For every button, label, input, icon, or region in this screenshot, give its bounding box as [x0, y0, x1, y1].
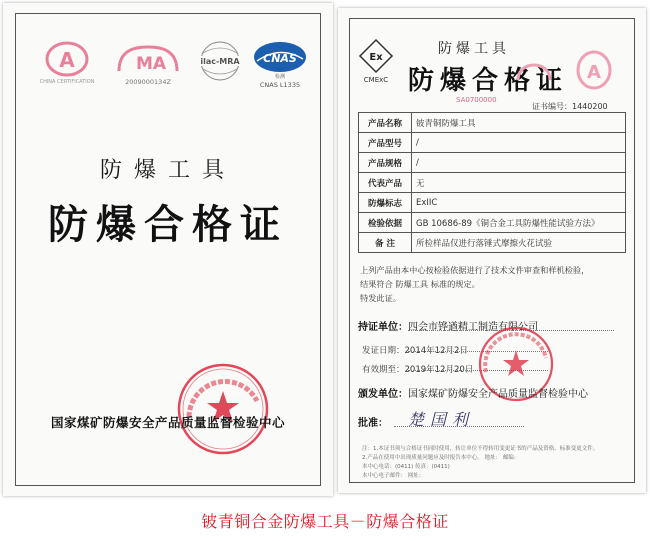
- detail-big-title: 防爆合格证: [408, 66, 569, 96]
- table-row: [359, 193, 626, 213]
- cma-mark-icon: [113, 41, 183, 87]
- issuer-value: 国家煤矿防爆安全产品质量监督检验中心: [408, 389, 588, 400]
- faint-ca-icon: [574, 48, 614, 98]
- table-row: [359, 213, 626, 233]
- row-label: 产品名称: [359, 113, 412, 133]
- conclusion-line: 特发此证。: [360, 293, 401, 303]
- row-label: 产品型号: [359, 133, 412, 153]
- footnote-line: 本中心电话：(0411) 传真：(0411): [362, 464, 450, 470]
- row-value: /: [412, 153, 626, 173]
- cma-number: 2009000134Z: [125, 78, 171, 86]
- footnote-line: 注：1.本证书须与合格证书同时使用，转让单位不得转用变更证书的产品及资格、标准变更文件。: [362, 446, 599, 452]
- footnote-line: 2.产品在使用中出现质量问题应及时报告本中心。 地址： 邮编：: [362, 455, 520, 461]
- signature: 楚国利: [408, 410, 475, 429]
- table-row: [359, 233, 626, 253]
- row-label: 防爆标志: [359, 193, 412, 213]
- ilac-mra-icon: [191, 39, 249, 85]
- issue-date-field: [362, 338, 468, 357]
- cover-small-title: 防爆工具: [99, 158, 236, 183]
- conclusion-line: 结果符合 防爆工具 标准的规定。: [360, 279, 480, 289]
- svg-text:A: A: [587, 62, 601, 83]
- table-row: [359, 133, 626, 153]
- ilac-label: ilac-MRA: [200, 57, 240, 66]
- table-row: [359, 153, 626, 173]
- cnas-number: CNAS L1335: [259, 81, 301, 89]
- ex-mark-icon: [356, 36, 396, 84]
- approval-field: [358, 411, 388, 430]
- row-value: GB 10686-89《铜合金工具防爆性能试验方法》: [412, 213, 626, 233]
- cnas-label: CNAS: [263, 52, 297, 65]
- row-value: 无: [412, 173, 626, 193]
- ca-mark-icon: [37, 39, 97, 85]
- valid-until-field: [362, 357, 473, 376]
- issuer-field: [358, 382, 588, 401]
- row-value: ExIIC: [412, 193, 626, 213]
- certificate-cover-page: [3, 3, 333, 496]
- image-caption: 铍青铜合金防爆工具－防爆合格证: [201, 512, 449, 531]
- svg-text:A: A: [59, 48, 75, 72]
- holder-value: 四会市铧遒精工制造有限公司: [408, 322, 538, 333]
- row-label: 备 注: [359, 233, 412, 253]
- conclusion-line: 上列产品由本中心按检验依据进行了技术文件审查和样机检验，: [360, 265, 590, 275]
- cma-label: MA: [135, 54, 167, 74]
- row-value: 所检样品仅进行落锤式摩擦火花试验: [412, 233, 626, 253]
- approve-label: 批准：: [358, 418, 388, 429]
- product-info-table: [358, 112, 626, 253]
- cnas-icon: [249, 37, 311, 89]
- cert-no-value: 1440200: [572, 102, 608, 111]
- detail-small-title: 防爆工具: [438, 41, 510, 57]
- issuer-label: 颁发单位：: [358, 389, 408, 400]
- table-row: [359, 113, 626, 133]
- stamp-code: SA0700000: [456, 96, 497, 104]
- faint-cma-icon: [514, 50, 554, 90]
- footnote-line: 本中心电子邮件： 网址：: [362, 473, 425, 479]
- cover-issuer: 国家煤矿防爆安全产品质量监督检验中心: [50, 415, 285, 430]
- cnas-sub: 检测: [274, 74, 286, 80]
- ex-label: Ex: [369, 52, 383, 63]
- issue-date-label: 发证日期：: [362, 346, 405, 356]
- cert-no-label: 证书编号：: [532, 102, 572, 111]
- cover-big-title: 防爆合格证: [48, 201, 288, 248]
- table-row: [359, 173, 626, 193]
- ca-mark-caption: CHINA CERTIFICATION: [39, 79, 95, 85]
- ex-caption: CMExC: [363, 76, 389, 84]
- row-label: 代表产品: [359, 173, 412, 193]
- row-label: 产品规格: [359, 153, 412, 173]
- row-label: 检验依据: [359, 213, 412, 233]
- certificate-number: [532, 101, 608, 112]
- row-value: /: [412, 133, 626, 153]
- issue-date-value: 2014年12月2日: [404, 346, 468, 356]
- official-seal-icon: [175, 361, 271, 457]
- certificate-detail-page: [338, 8, 646, 493]
- row-value: 铍青铜防爆工具: [412, 113, 626, 133]
- holder-label: 持证单位：: [358, 322, 408, 333]
- valid-until-value: 2019年12月20日: [404, 365, 474, 375]
- approval-underline: [394, 426, 524, 427]
- valid-until-label: 有效期至：: [362, 365, 405, 375]
